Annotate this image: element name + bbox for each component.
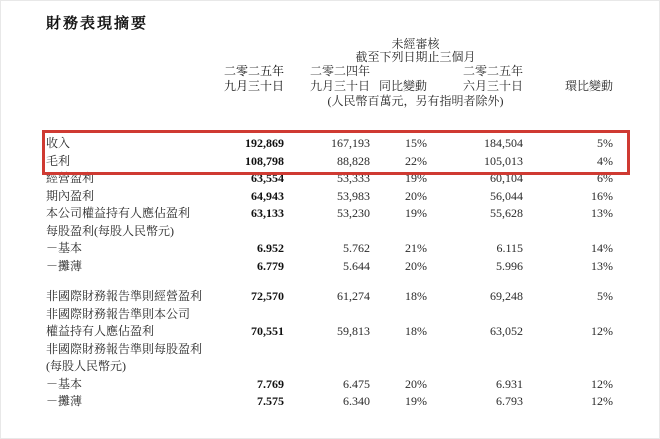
cell-2024sep: 59,813: [337, 324, 370, 338]
table-row-eps-basic: [46, 240, 613, 258]
cell-2025jun: 63,052: [490, 324, 523, 338]
table-row-equity-holders-profit: [46, 205, 613, 223]
row-label: 毛利: [46, 153, 71, 168]
cell-2024sep: 61,274: [337, 289, 370, 303]
cell-qoq: 16%: [591, 188, 614, 203]
table-row-nonifrs-eps-basic: [46, 376, 613, 394]
header-col4-year: 二零二五年: [462, 64, 523, 78]
spacer-row: [46, 109, 613, 135]
cell-2025sep: 6.779: [257, 258, 284, 273]
table-header: [46, 38, 613, 109]
cell-2024sep: 53,333: [337, 171, 370, 185]
cell-2024sep: 5.644: [343, 258, 370, 273]
financial-summary-table: [46, 38, 613, 411]
table-row-operating-profit: [46, 170, 613, 188]
cell-qoq: 12%: [591, 394, 614, 408]
table-row-nonifrs-eps-diluted: [46, 393, 613, 411]
cell-2025sep: 7.575: [257, 394, 284, 408]
cell-qoq: 5%: [597, 289, 614, 303]
cell-2025sep: 64,943: [251, 188, 284, 203]
cell-yoy: 20%: [405, 258, 427, 273]
row-label: －攤薄: [46, 394, 83, 408]
cell-qoq: 13%: [591, 258, 614, 273]
table-row-nonifrs-operating-profit: [46, 288, 613, 306]
table-row-eps-diluted: [46, 258, 613, 276]
table-row-gross-profit: [46, 153, 613, 171]
header-period-caption: 截至下列日期止三個月: [355, 50, 476, 64]
row-label: －攤薄: [46, 258, 83, 273]
cell-yoy: 19%: [405, 171, 427, 185]
row-label: 每股盈利(每股人民幣元): [46, 223, 174, 238]
page-title: 財務表現摘要: [46, 16, 149, 32]
cell-2024sep: 53,230: [337, 206, 370, 220]
cell-2025jun: 184,504: [484, 136, 523, 150]
cell-qoq: 13%: [591, 206, 614, 220]
cell-2025jun: 5.996: [496, 258, 523, 273]
table-row-nonifrs-equity-holders-profit: [46, 323, 613, 341]
header-col3-spacer: [370, 64, 427, 79]
cell-qoq: 12%: [591, 324, 614, 338]
header-col1-year: 二零二五年: [223, 64, 284, 78]
cell-2025jun: 60,104: [490, 171, 523, 185]
row-label: 非國際財務報告準則經營盈利: [46, 289, 203, 303]
header-col3-label: 同比變動: [378, 79, 427, 93]
cell-2025jun: 6.793: [496, 394, 523, 408]
table-row-nonifrs-company-caption: [46, 306, 613, 324]
cell-2024sep: 6.340: [343, 394, 370, 408]
row-label: 經營盈利: [46, 171, 95, 185]
cell-2024sep: 5.762: [343, 241, 370, 255]
cell-yoy: 20%: [405, 188, 427, 203]
table-row-nonifrs-eps-caption: [46, 341, 613, 359]
row-label: 本公司權益持有人應佔盈利: [46, 206, 191, 220]
header-col5-label: 環比變動: [565, 79, 614, 93]
cell-2025jun: 6.931: [496, 376, 523, 391]
cell-2025sep: 192,869: [245, 136, 284, 150]
cell-qoq: 4%: [597, 153, 614, 168]
cell-yoy: 19%: [405, 394, 427, 408]
cell-2025jun: 69,248: [490, 289, 523, 303]
header-spacer: [46, 94, 218, 109]
cell-2025sep: 63,554: [251, 171, 284, 185]
cell-qoq: 14%: [591, 241, 614, 255]
cell-2024sep: 88,828: [337, 153, 370, 168]
header-unaudited-caption: 未經審核: [391, 37, 440, 51]
row-label: 權益持有人應佔盈利: [46, 324, 155, 338]
header-row-dates: [46, 79, 613, 94]
cell-2025jun: 6.115: [496, 241, 523, 255]
cell-yoy: 15%: [405, 136, 427, 150]
cell-2025sep: 72,570: [251, 289, 284, 303]
cell-qoq: 12%: [591, 376, 614, 391]
header-spacer: [46, 64, 218, 79]
row-label: 非國際財務報告準則每股盈利: [46, 341, 203, 356]
cell-2025jun: 105,013: [484, 153, 523, 168]
header-col5-spacer: [523, 64, 613, 79]
cell-yoy: 19%: [405, 206, 427, 220]
row-label: (每股人民幣元): [46, 359, 126, 373]
cell-2025sep: 108,798: [245, 153, 284, 168]
cell-2025sep: 6.952: [257, 241, 284, 255]
cell-2025sep: 70,551: [251, 324, 284, 338]
cell-yoy: 18%: [405, 324, 427, 338]
table-row-period-profit: [46, 188, 613, 206]
header-spacer: [46, 79, 218, 94]
header-col4-date: 六月三十日: [462, 79, 523, 93]
row-label: －基本: [46, 376, 83, 391]
cell-2025sep: 63,133: [251, 206, 284, 220]
header-unit-note: (人民幣百萬元，另有指明者除外): [327, 94, 504, 108]
cell-2025sep: 7.769: [257, 376, 284, 391]
table-row-nonifrs-eps-unit-caption: [46, 358, 613, 376]
row-label: 非國際財務報告準則本公司: [46, 306, 191, 321]
cell-2025jun: 56,044: [490, 188, 523, 203]
cell-qoq: 6%: [597, 171, 614, 185]
header-row-unit-note: [46, 94, 613, 109]
table-body: [46, 109, 613, 411]
header-col2-date: 九月三十日: [309, 79, 370, 93]
table-row-eps-caption: [46, 223, 613, 241]
cell-yoy: 18%: [405, 289, 427, 303]
header-spacer: [46, 51, 218, 64]
header-spacer: [46, 38, 218, 51]
cell-yoy: 21%: [405, 241, 427, 255]
header-row-unaudited: [46, 38, 613, 51]
table-row-revenue: [46, 135, 613, 153]
row-label: －基本: [46, 241, 83, 255]
header-col2-year: 二零二四年: [309, 64, 370, 78]
cell-yoy: 20%: [405, 376, 427, 391]
row-label: 期內盈利: [46, 188, 95, 203]
header-col1-date: 九月三十日: [223, 79, 284, 93]
header-row-years: [46, 64, 613, 79]
cell-yoy: 22%: [405, 153, 427, 168]
cell-2024sep: 167,193: [331, 136, 370, 150]
cell-2024sep: 53,983: [337, 188, 370, 203]
spacer-row: [46, 275, 613, 288]
header-row-period: [46, 51, 613, 64]
cell-2025jun: 55,628: [490, 206, 523, 220]
cell-2024sep: 6.475: [343, 376, 370, 391]
row-label: 收入: [46, 136, 71, 150]
cell-qoq: 5%: [597, 136, 614, 150]
